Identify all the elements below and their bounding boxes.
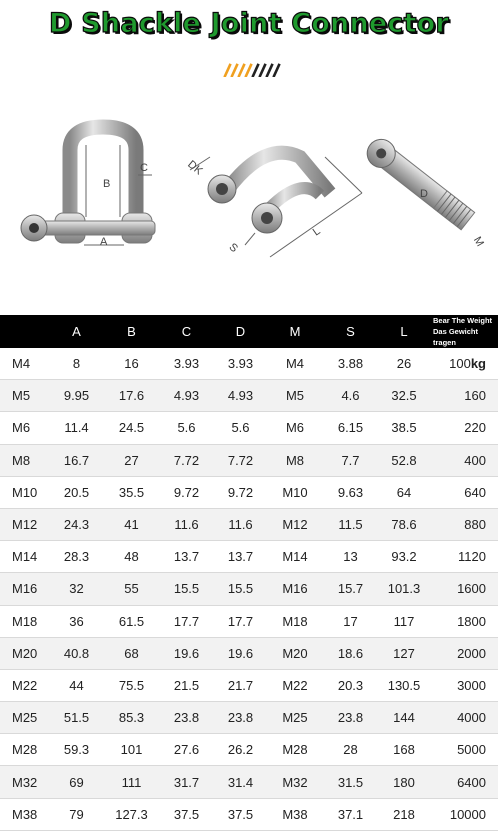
header-cell: B	[104, 315, 159, 348]
row-size-label: M28	[0, 734, 49, 766]
row-size-label: M32	[0, 766, 49, 798]
table-cell: 16	[104, 348, 159, 380]
table-cell: 23.8	[214, 702, 267, 734]
weight-cell	[430, 541, 498, 573]
weight-value: 220	[464, 420, 486, 436]
weight-value: 10000	[449, 806, 486, 822]
table-cell: 111	[104, 766, 159, 798]
weight-value: 4000	[457, 710, 486, 726]
row-size-label: M18	[0, 605, 49, 637]
table-cell: 21.5	[159, 669, 214, 701]
weight-value: 1800	[457, 613, 486, 629]
table-cell: 38.5	[378, 412, 430, 444]
weight-value: 880	[464, 517, 486, 533]
label-m: M	[470, 234, 486, 249]
table-row	[0, 766, 498, 798]
table-cell: 218	[378, 798, 430, 830]
weight-value: 160	[464, 388, 486, 404]
table-cell: 19.6	[214, 637, 267, 669]
table-row	[0, 412, 498, 444]
table-cell: 4.6	[323, 380, 378, 412]
table-row	[0, 605, 498, 637]
table-cell: 7.72	[214, 444, 267, 476]
header-cell: M	[267, 315, 323, 348]
table-cell: 15.7	[323, 573, 378, 605]
table-cell: 69	[49, 766, 104, 798]
table-cell: 32.5	[378, 380, 430, 412]
table-cell: 8	[49, 348, 104, 380]
shackle-perspective-view	[185, 153, 362, 257]
table-cell: 37.1	[323, 798, 378, 830]
table-cell: 48	[104, 541, 159, 573]
table-cell: M16	[267, 573, 323, 605]
table-row	[0, 702, 498, 734]
table-cell: 11.6	[159, 508, 214, 540]
weight-value: 2000	[457, 645, 486, 661]
weight-header-en: Bear The Weight	[433, 316, 493, 325]
weight-cell	[430, 412, 498, 444]
row-size-label: M22	[0, 669, 49, 701]
table-cell: 6.15	[323, 412, 378, 444]
table-cell: 31.5	[323, 766, 378, 798]
table-row	[0, 476, 498, 508]
table-cell: 24.5	[104, 412, 159, 444]
weight-header	[430, 315, 498, 348]
table-cell: 117	[378, 605, 430, 637]
label-b: B	[103, 178, 111, 190]
table-cell: 64	[378, 476, 430, 508]
table-cell: 7.7	[323, 444, 378, 476]
table-cell: 13	[323, 541, 378, 573]
weight-cell	[430, 508, 498, 540]
weight-cell	[430, 605, 498, 637]
header-cell	[0, 315, 49, 348]
table-cell: M38	[267, 798, 323, 830]
table-cell: 18.6	[323, 637, 378, 669]
weight-value: 3000	[457, 677, 486, 693]
table-cell: 127	[378, 637, 430, 669]
table-cell: 23.8	[159, 702, 214, 734]
table-cell: 24.3	[49, 508, 104, 540]
table-row	[0, 508, 498, 540]
weight-cell	[430, 637, 498, 669]
table-cell: 11.6	[214, 508, 267, 540]
table-cell: 130.5	[378, 669, 430, 701]
header-cell: A	[49, 315, 104, 348]
weight-value: 100	[449, 356, 471, 372]
header-cell: S	[323, 315, 378, 348]
table-cell: 9.72	[214, 476, 267, 508]
table-cell: 17.6	[104, 380, 159, 412]
table-cell: 101	[104, 734, 159, 766]
table-cell: M8	[267, 444, 323, 476]
table-row	[0, 380, 498, 412]
table-row	[0, 541, 498, 573]
table-cell: 20.5	[49, 476, 104, 508]
table-cell: 26	[378, 348, 430, 380]
row-size-label: M25	[0, 702, 49, 734]
table-cell: 9.72	[159, 476, 214, 508]
row-size-label: M6	[0, 412, 49, 444]
header-cell: C	[159, 315, 214, 348]
weight-value: 400	[464, 452, 486, 468]
shackle-pin	[362, 134, 486, 249]
table-cell: 21.7	[214, 669, 267, 701]
row-size-label: M5	[0, 380, 49, 412]
table-cell: 27.6	[159, 734, 214, 766]
row-size-label: M38	[0, 798, 49, 830]
table-row	[0, 637, 498, 669]
table-cell: M32	[267, 766, 323, 798]
label-a: A	[100, 236, 108, 248]
label-c: C	[140, 162, 148, 174]
weight-unit: kg	[470, 356, 486, 372]
table-cell: 55	[104, 573, 159, 605]
row-size-label: M16	[0, 573, 49, 605]
table-cell: 35.5	[104, 476, 159, 508]
label-l: L	[310, 225, 323, 239]
table-cell: M10	[267, 476, 323, 508]
table-cell: 127.3	[104, 798, 159, 830]
table-cell: 41	[104, 508, 159, 540]
table-cell: M20	[267, 637, 323, 669]
table-cell: 52.8	[378, 444, 430, 476]
weight-cell	[430, 476, 498, 508]
table-cell: 40.8	[49, 637, 104, 669]
row-size-label: M10	[0, 476, 49, 508]
table-cell: 15.5	[214, 573, 267, 605]
label-dk: DK	[185, 158, 205, 178]
label-s: S	[226, 241, 240, 256]
weight-value: 5000	[457, 742, 486, 758]
table-header-row	[0, 315, 498, 348]
table-cell: 27	[104, 444, 159, 476]
table-cell: M18	[267, 605, 323, 637]
table-cell: 44	[49, 669, 104, 701]
weight-cell	[430, 444, 498, 476]
table-cell: 37.5	[159, 798, 214, 830]
table-cell: M22	[267, 669, 323, 701]
table-cell: 32	[49, 573, 104, 605]
table-cell: 4.93	[159, 380, 214, 412]
table-cell: 5.6	[159, 412, 214, 444]
table-cell: 61.5	[104, 605, 159, 637]
table-cell: 3.93	[214, 348, 267, 380]
table-cell: 101.3	[378, 573, 430, 605]
weight-value: 1600	[457, 581, 486, 597]
table-cell: 31.7	[159, 766, 214, 798]
table-cell: 68	[104, 637, 159, 669]
table-cell: 15.5	[159, 573, 214, 605]
table-cell: M4	[267, 348, 323, 380]
spec-table	[0, 315, 498, 831]
table-cell: 180	[378, 766, 430, 798]
table-row	[0, 669, 498, 701]
table-cell: 75.5	[104, 669, 159, 701]
table-cell: 5.6	[214, 412, 267, 444]
table-cell: 79	[49, 798, 104, 830]
table-cell: 93.2	[378, 541, 430, 573]
table-cell: 17.7	[159, 605, 214, 637]
table-cell: 59.3	[49, 734, 104, 766]
table-cell: M12	[267, 508, 323, 540]
weight-cell	[430, 573, 498, 605]
table-cell: M25	[267, 702, 323, 734]
header-cell: D	[214, 315, 267, 348]
row-size-label: M20	[0, 637, 49, 669]
table-cell: M5	[267, 380, 323, 412]
weight-header-de: Das Gewicht tragen	[433, 327, 479, 347]
weight-cell	[430, 798, 498, 830]
table-cell: 13.7	[159, 541, 214, 573]
table-row	[0, 444, 498, 476]
table-cell: M6	[267, 412, 323, 444]
row-size-label: M8	[0, 444, 49, 476]
weight-cell	[430, 702, 498, 734]
table-cell: 16.7	[49, 444, 104, 476]
table-cell: 17.7	[214, 605, 267, 637]
table-cell: 23.8	[323, 702, 378, 734]
weight-value: 1120	[458, 549, 486, 565]
weight-cell	[430, 766, 498, 798]
table-cell: 19.6	[159, 637, 214, 669]
table-cell: 78.6	[378, 508, 430, 540]
decorative-stripes	[219, 63, 281, 77]
table-cell: 36	[49, 605, 104, 637]
table-cell: 3.88	[323, 348, 378, 380]
table-cell: 85.3	[104, 702, 159, 734]
table-cell: 26.2	[214, 734, 267, 766]
weight-cell	[430, 380, 498, 412]
table-cell: 31.4	[214, 766, 267, 798]
label-d: D	[420, 188, 428, 200]
shackle-illustrations	[0, 105, 498, 305]
table-cell: 9.63	[323, 476, 378, 508]
table-cell: 3.93	[159, 348, 214, 380]
table-row	[0, 348, 498, 380]
table-row	[0, 734, 498, 766]
table-cell: 9.95	[49, 380, 104, 412]
table-cell: 37.5	[214, 798, 267, 830]
table-cell: 13.7	[214, 541, 267, 573]
table-cell: 168	[378, 734, 430, 766]
weight-value: 640	[464, 484, 486, 500]
table-cell: M28	[267, 734, 323, 766]
table-cell: 4.93	[214, 380, 267, 412]
table-cell: 28	[323, 734, 378, 766]
table-cell: 7.72	[159, 444, 214, 476]
table-cell: 20.3	[323, 669, 378, 701]
table-cell: 51.5	[49, 702, 104, 734]
weight-value: 6400	[457, 774, 486, 790]
shackle-front-view	[21, 127, 155, 248]
page-title: D Shackle Joint Connector	[49, 8, 449, 39]
row-size-label: M12	[0, 508, 49, 540]
table-row	[0, 798, 498, 830]
table-cell: 144	[378, 702, 430, 734]
table-cell: 11.5	[323, 508, 378, 540]
weight-cell	[430, 734, 498, 766]
weight-cell	[430, 348, 498, 380]
table-cell: 28.3	[49, 541, 104, 573]
weight-cell	[430, 669, 498, 701]
table-cell: 11.4	[49, 412, 104, 444]
table-row	[0, 573, 498, 605]
row-size-label: M4	[0, 348, 49, 380]
table-cell: 17	[323, 605, 378, 637]
row-size-label: M14	[0, 541, 49, 573]
table-cell: M14	[267, 541, 323, 573]
header-cell: L	[378, 315, 430, 348]
